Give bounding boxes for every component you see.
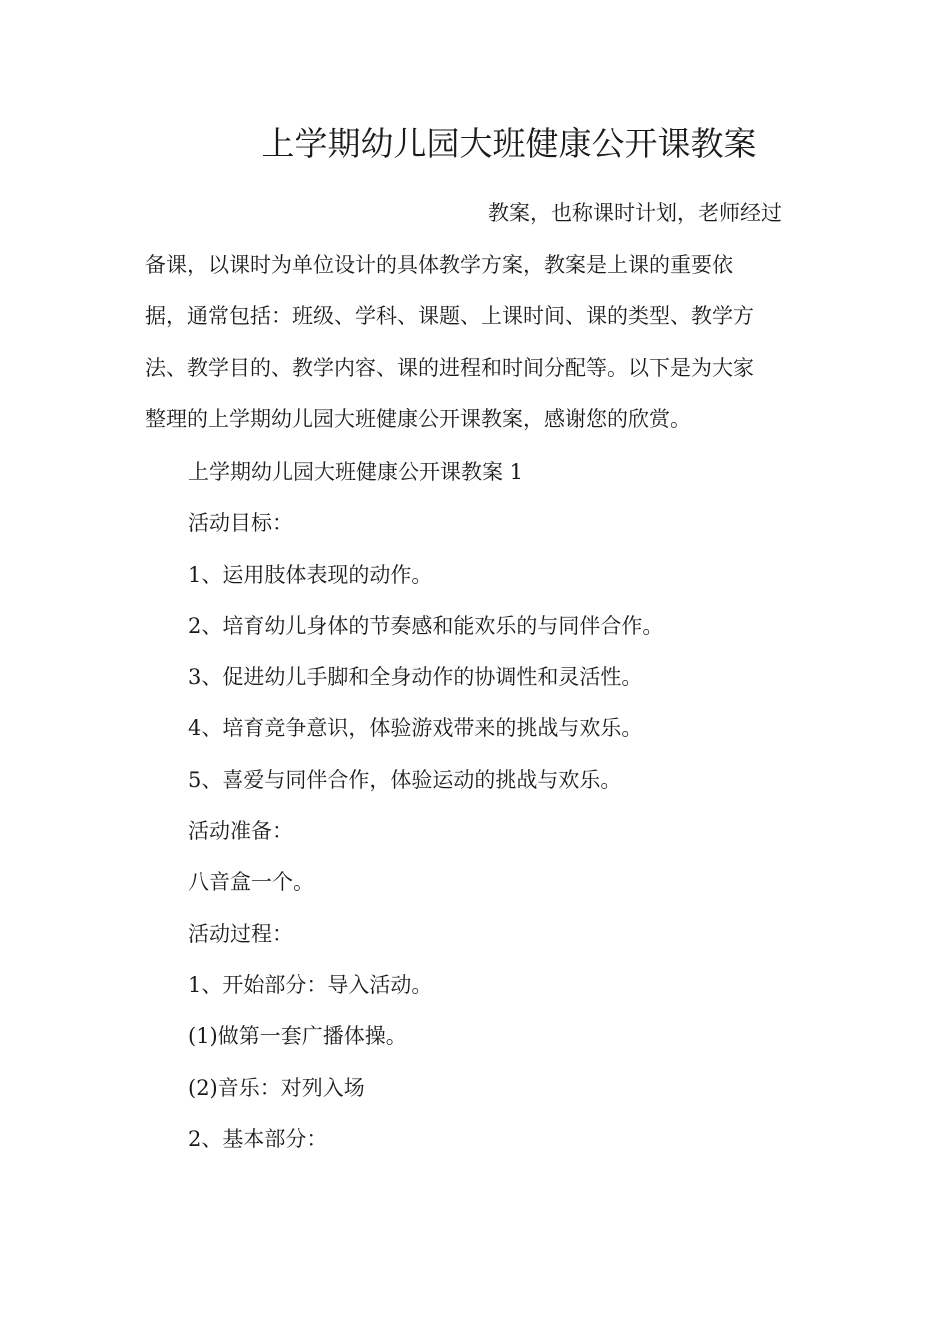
list-item: 5、喜爱与同伴合作，体验运动的挑战与欢乐。	[188, 767, 622, 792]
intro-line: 教案，也称课时计划，老师经过	[488, 201, 782, 225]
list-item: (1)做第一套广播体操。	[188, 1024, 407, 1049]
list-item: (2)音乐：对列入场	[188, 1075, 365, 1100]
list-item: 2、基本部分：	[188, 1126, 328, 1151]
lesson-body	[188, 447, 808, 1165]
document-title: 上学期幼儿园大班健康公开课教案	[261, 124, 757, 163]
list-item: 3、促进幼儿手脚和全身动作的协调性和灵活性。	[188, 665, 643, 690]
list-item: 4、培育竞争意识，体验游戏带来的挑战与欢乐。	[188, 716, 643, 741]
list-item: 2、培育幼儿身体的节奏感和能欢乐的与同伴合作。	[188, 613, 664, 638]
intro-line: 整理的上学期幼儿园大班健康公开课教案，感谢您的欣赏。	[145, 407, 691, 431]
intro-paragraph	[145, 188, 805, 446]
intro-line: 备课，以课时为单位设计的具体教学方案，教案是上课的重要依	[145, 252, 733, 277]
list-item: 1、开始部分：导入活动。	[188, 972, 433, 997]
subheading-preparation: 活动准备：	[188, 819, 293, 844]
intro-line: 据，通常包括：班级、学科、课题、上课时间、课的类型、教学方	[145, 304, 754, 328]
section-heading: 上学期幼儿园大班健康公开课教案 1	[188, 460, 524, 484]
paragraph: 八音盒一个。	[188, 870, 314, 895]
list-item: 1、运用肢体表现的动作。	[188, 562, 433, 587]
subheading-process: 活动过程：	[188, 921, 293, 946]
intro-line: 法、教学目的、教学内容、课的进程和时间分配等。以下是为大家	[145, 355, 754, 380]
subheading-goals: 活动目标：	[188, 511, 293, 536]
